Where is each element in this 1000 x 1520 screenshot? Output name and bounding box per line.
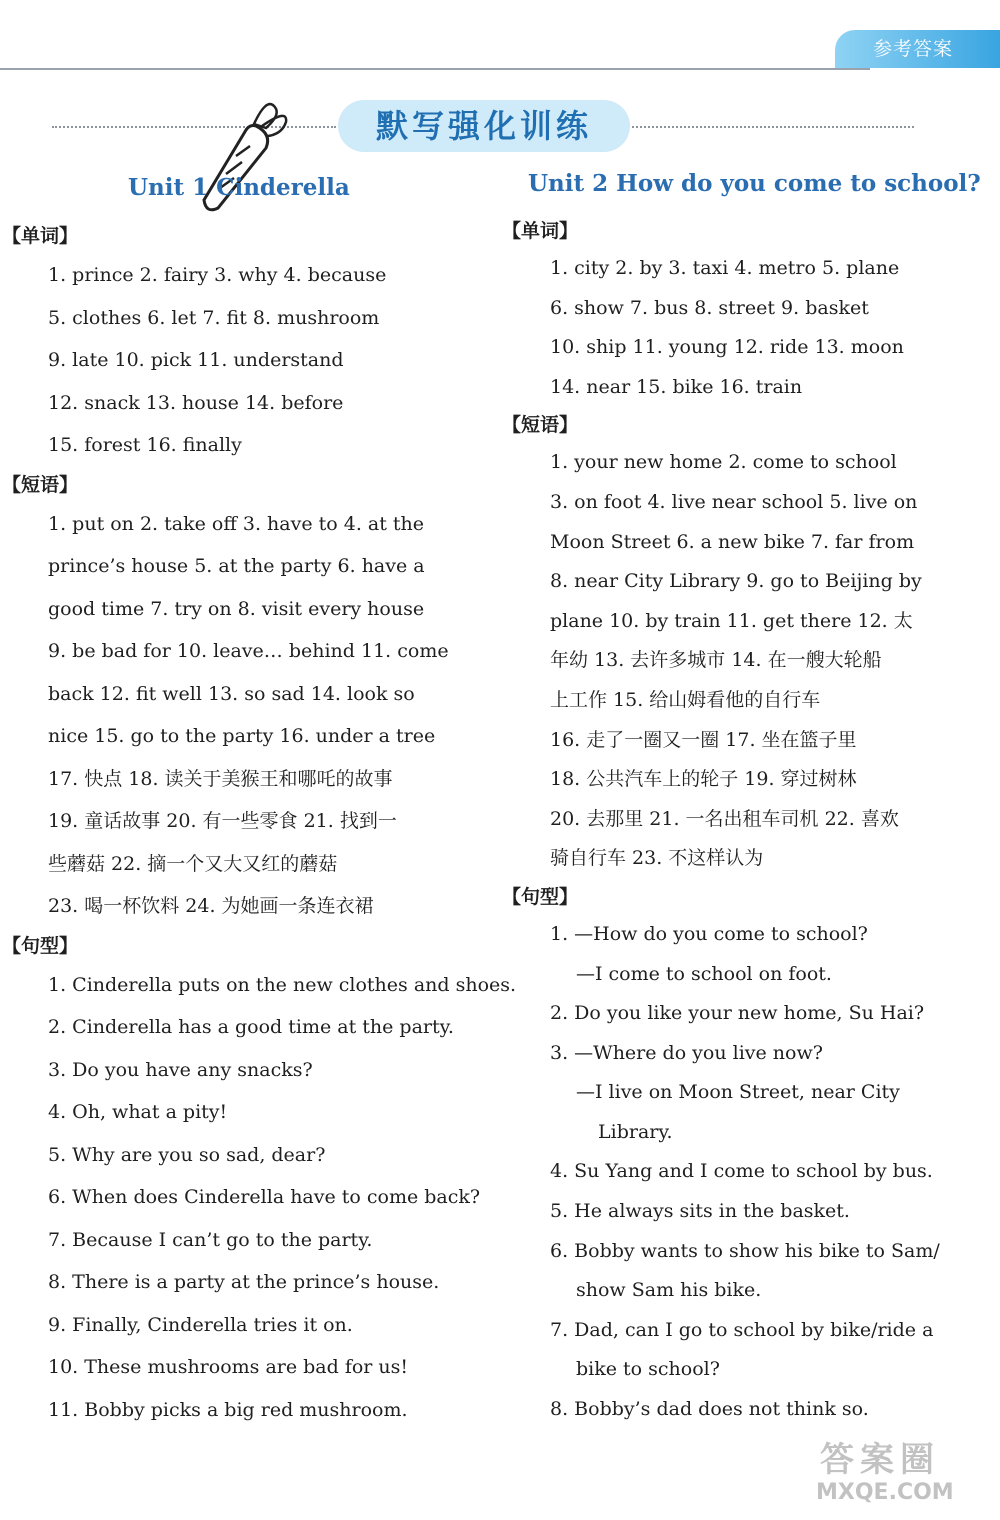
answer-line: prince’s house 5. at the party 6. have a: [48, 555, 425, 577]
answer-line: 10. ship 11. young 12. ride 13. moon: [550, 336, 904, 359]
answer-line: 17. 快点 18. 读关于美猴王和哪吒的故事: [48, 767, 393, 790]
answer-line: Library.: [598, 1120, 673, 1143]
answer-line: plane 10. by train 11. get there 12. 太: [550, 609, 913, 632]
answer-line: 1. —How do you come to school?: [550, 922, 868, 945]
answer-line: 18. 公共汽车上的轮子 19. 穿过树林: [550, 768, 857, 791]
section-banner: 默写强化训练: [338, 100, 630, 152]
answer-line: 16. 走了一圈又一圈 17. 坐在篮子里: [550, 728, 857, 751]
answer-line: 2. Do you like your new home, Su Hai?: [550, 1002, 925, 1025]
watermark: 答案圈 MXQE.COM: [816, 1440, 954, 1505]
answer-line: 19. 童话故事 20. 有一些零食 21. 找到一: [48, 810, 397, 832]
answer-line: —I live on Moon Street, near City: [576, 1081, 900, 1104]
answer-line: 些蘑菇 22. 摘一个又大又红的蘑菇: [48, 852, 338, 875]
section-heading: 【句型】: [502, 885, 579, 908]
answer-line: 9. Finally, Cinderella tries it on.: [48, 1313, 353, 1336]
answer-line: 上工作 15. 给山姆看他的自行车: [550, 688, 821, 711]
section-heading: 【单词】: [2, 225, 79, 247]
answer-line: good time 7. try on 8. visit every house: [48, 597, 425, 620]
section-heading: 【短语】: [502, 414, 579, 437]
answer-line: 23. 喝一杯饮料 24. 为她画一条连衣裙: [48, 895, 374, 917]
unit-2-title: Unit 2 How do you come to school?: [528, 170, 981, 197]
answer-line: 5. Why are you so sad, dear?: [48, 1143, 326, 1166]
section-heading: 【单词】: [502, 220, 579, 242]
unit-1-title: Unit 1 Cinderella: [128, 174, 350, 201]
answer-line: nice 15. go to the party 16. under a tree: [48, 725, 436, 747]
title-dash-right: [632, 126, 914, 128]
answer-line: 3. —Where do you live now?: [550, 1041, 823, 1064]
answer-line: 1. Cinderella puts on the new clothes and shoes.: [48, 973, 517, 996]
answer-line: 3. Do you have any snacks?: [48, 1058, 313, 1081]
answer-line: 9. late 10. pick 11. understand: [48, 349, 344, 371]
answer-line: 7. Because I can’t go to the party.: [48, 1228, 373, 1251]
answer-line: 12. snack 13. house 14. before: [48, 391, 344, 414]
answer-line: 10. These mushrooms are bad for us!: [48, 1356, 409, 1378]
answer-line: 6. show 7. bus 8. street 9. basket: [550, 296, 869, 319]
answer-line: 7. Dad, can I go to school by bike/ride a: [550, 1318, 934, 1341]
answer-line: —I come to school on foot.: [576, 962, 832, 985]
answer-line: 20. 去那里 21. 一名出租车司机 22. 喜欢: [550, 807, 899, 830]
answer-line: 1. prince 2. fairy 3. why 4. because: [48, 264, 387, 286]
answer-line: 9. be bad for 10. leave… behind 11. come: [48, 640, 449, 662]
answer-line: 11. Bobby picks a big red mushroom.: [48, 1398, 408, 1421]
answer-line: Moon Street 6. a new bike 7. far from: [550, 530, 915, 553]
answer-line: 4. Oh, what a pity!: [48, 1101, 228, 1123]
answer-line: 8. There is a party at the prince’s house.: [48, 1271, 440, 1293]
answer-line: 骑自行车 23. 不这样认为: [550, 847, 764, 870]
answer-line: 1. put on 2. take off 3. have to 4. at the: [48, 512, 425, 535]
answer-line: 8. Bobby’s dad does not think so.: [550, 1398, 869, 1421]
section-heading: 【句型】: [2, 934, 79, 957]
answer-line: 4. Su Yang and I come to school by bus.: [550, 1160, 933, 1183]
answer-line: 5. clothes 6. let 7. fit 8. mushroom: [48, 306, 380, 329]
answer-line: 6. Bobby wants to show his bike to Sam/: [550, 1239, 940, 1262]
answer-line: 14. near 15. bike 16. train: [550, 375, 803, 398]
answer-line: bike to school?: [576, 1358, 720, 1381]
answer-line: 2. Cinderella has a good time at the party.: [48, 1016, 454, 1038]
answer-line: 1. city 2. by 3. taxi 4. metro 5. plane: [550, 257, 900, 279]
answer-line: 6. When does Cinderella have to come back?: [48, 1186, 481, 1208]
section-heading: 【短语】: [2, 473, 79, 496]
answer-line: 15. forest 16. finally: [48, 434, 242, 456]
answer-line: 5. He always sits in the basket.: [550, 1200, 850, 1223]
answer-line: 1. your new home 2. come to school: [550, 451, 897, 474]
answer-line: 3. on foot 4. live near school 5. live on: [550, 490, 918, 513]
answer-line: 年幼 13. 去许多城市 14. 在一艘大轮船: [550, 649, 882, 672]
answer-line: 8. near City Library 9. go to Beijing by: [550, 570, 922, 593]
unit-1-column: [0, 218, 517, 1431]
unit-2-column: [500, 213, 970, 1430]
answer-line: show Sam his bike.: [576, 1279, 762, 1302]
answer-line: back 12. fit well 13. so sad 14. look so: [48, 682, 415, 705]
answer-key-tag: 参考答案: [835, 30, 1000, 68]
header-rule: [0, 68, 870, 70]
